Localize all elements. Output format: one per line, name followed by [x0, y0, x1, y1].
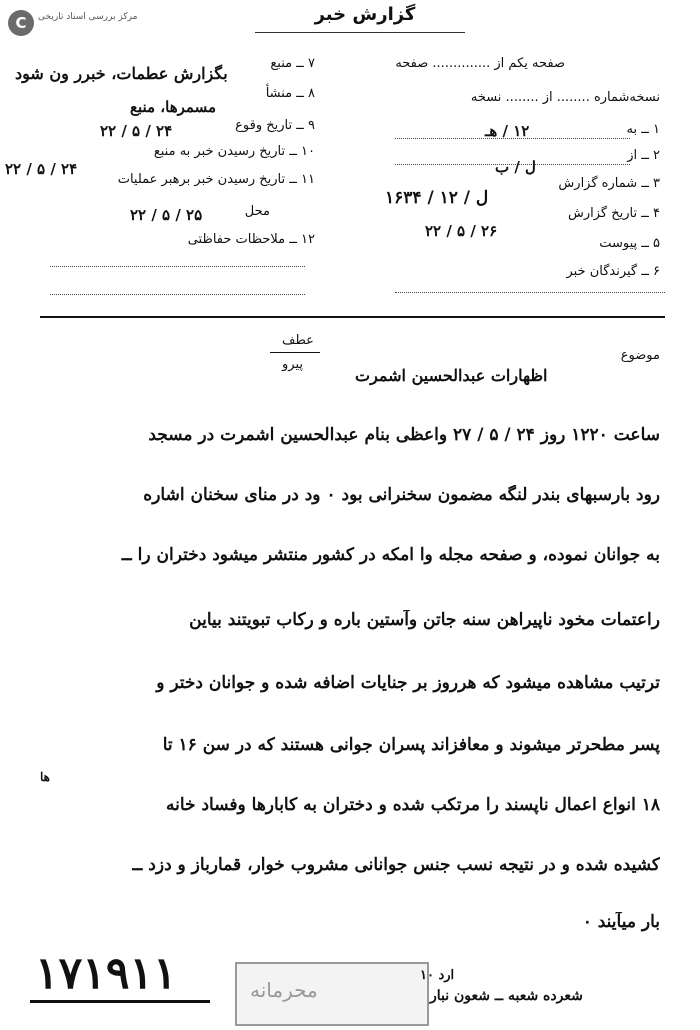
reference-peyro: پیرو	[282, 357, 303, 372]
body-line: به جوانان نموده، و صفحه مجله وا امکه در کشور منتشر میشود دختران را ــ	[121, 545, 660, 565]
body-line: کشیده شده و در نتیجه نسب جنس جوانانی مشروب خوار، قمارباز و دزد ــ	[132, 855, 660, 875]
body-line: پسر مطحرتر میشوند و معافزاند پسران جوانی هستند که در سن ۱۶ تا	[162, 735, 660, 755]
reference-divider	[270, 352, 320, 353]
field-copy: نسخه‌شماره ........ از ........ نسخه	[470, 90, 660, 105]
reference-atf: عطف	[282, 333, 314, 348]
body-line: ۱۸ انواع اعمال ناپسند را مرتکب شده و دختران به کابارها وفساد خانه	[166, 795, 660, 815]
body-marginal-note: ها	[40, 770, 50, 784]
field-recipients: ۶ ــ گیرندگان خبر	[566, 264, 660, 279]
field-page: صفحه یکم از .............. صفحه	[395, 56, 565, 71]
field-report-date: ۴ ــ تاریخ گزارش	[568, 206, 660, 221]
bottom-note: شعرده شعبه ــ شعون نبار	[430, 988, 583, 1004]
archive-number-underline	[30, 1000, 210, 1003]
handwritten-receipt-date: ۲۲ / ۵ / ۲۴	[5, 160, 78, 178]
dotted-line	[50, 266, 305, 267]
handwritten-source: بگزارش عطمات، خبرر ون شود	[15, 64, 228, 83]
handwritten-to: ۱۲ / هـ	[485, 122, 530, 140]
body-line: ترتیب مشاهده میشود که هرروز بر جنایات اضافه شده و جوانان دختر و	[156, 673, 660, 693]
subject-label: موضوع	[620, 348, 660, 363]
handwritten-from: ل / ب	[495, 158, 536, 176]
handwritten-report-date: ۲۲ / ۵ / ۲۶	[425, 222, 498, 240]
field-occurrence-date: ۹ ــ تاریخ وقوع	[235, 118, 315, 133]
handwritten-occurrence-date: ۲۲ / ۵ / ۲۴	[100, 122, 173, 140]
field-receipt-date-source: ۱۰ ــ تاریخ رسیدن خبر به منبع	[153, 144, 315, 159]
field-to: ۱ ــ به	[626, 122, 660, 137]
field-place: محل	[244, 204, 270, 219]
body-line: ساعت ۱۲۲۰ روز ۲۴ / ۵ / ۲۷ واعظی بنام عبدالحسین اشمرت در مسجد	[148, 425, 660, 445]
dotted-line	[395, 292, 665, 293]
handwritten-origin: مسمرها، منبع	[130, 98, 216, 116]
field-source: ۷ ــ منبع	[270, 56, 315, 71]
body-line: راعتمات مخود ناپیراهن سنه جاتن وآستین باره و رکاب تبویتند بیاین	[189, 610, 660, 630]
field-receipt-date-ops: ۱۱ ــ تاریخ رسیدن خبر برهبر عملیات	[117, 172, 315, 187]
field-report-number: ۳ ــ شماره گزارش	[558, 176, 660, 191]
archive-logo-icon: C	[8, 10, 34, 36]
stamp-text: محرمانه	[250, 978, 318, 1002]
subject-value: اظهارات عبدالحسین اشمرت	[355, 366, 548, 385]
archive-logo-text: مرکز بررسی اسناد تاریخی	[38, 12, 138, 22]
body-line: رود بارسبهای بندر لنگه مضمون سخنرانی بود ۰ ود در منای سخنان اشاره	[143, 485, 660, 505]
field-from: ۲ ــ از	[627, 148, 660, 163]
archive-number: ۱۷۱۹۱۱	[35, 948, 177, 999]
field-notes: ۱۲ ــ ملاحظات حفاظتی	[187, 232, 315, 247]
field-origin: ۸ ــ منشأ	[265, 86, 315, 101]
page-title: گزارش خبر	[314, 4, 416, 25]
field-attachment: ۵ ــ پیوست	[599, 236, 660, 251]
body-line: بار میآیند ۰	[582, 912, 660, 932]
handwritten-report-number: ل / ۱۲ / ۱۶۳۴	[385, 188, 489, 208]
handwritten-place: ۲۲ / ۵ / ۲۵	[130, 206, 203, 224]
stamp-side-text: ارد ۱۰	[420, 968, 455, 983]
title-underline	[255, 32, 465, 33]
dotted-line	[50, 294, 305, 295]
section-divider	[40, 316, 665, 318]
